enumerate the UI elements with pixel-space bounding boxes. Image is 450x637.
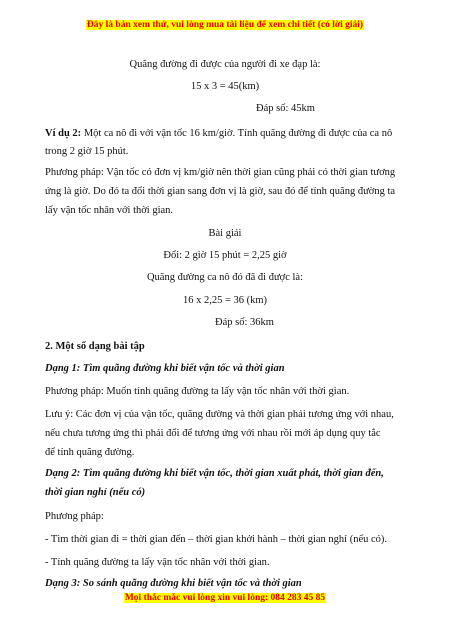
type1-title: Dạng 1: Tìm quãng đường khi biết vận tốc và thời gian bbox=[45, 363, 285, 374]
solution-title: Bài giải bbox=[208, 228, 242, 239]
example2-method-line3: lấy vận tốc nhân với thời gian. bbox=[45, 205, 174, 216]
example2-label: Ví dụ 2: bbox=[45, 128, 82, 139]
example2-problem-text: Một ca nô đi với vận tốc 16 km/giờ. Tính quãng đường đi được của ca nô bbox=[81, 128, 393, 139]
example2-calc: 16 x 2,25 = 36 (km) bbox=[182, 295, 268, 306]
section2-heading: 2. Một số dạng bài tập bbox=[45, 341, 145, 352]
type2-method: Phương pháp: bbox=[45, 511, 104, 522]
type2-step2: - Tính quãng đường ta lấy vận tốc nhân với thời gian. bbox=[45, 557, 270, 568]
example2-answer: Đáp số: 36km bbox=[215, 317, 274, 328]
type2-step1: - Tìm thời gian đi = thời gian đến – thời gian khởi hành – thời gian nghỉ (nếu có). bbox=[45, 534, 388, 545]
example2-convert: Đổi: 2 giờ 15 phút = 2,25 giờ bbox=[163, 250, 287, 261]
example2-problem-line1 bbox=[45, 127, 392, 141]
example1-calc: 15 x 3 = 45(km) bbox=[190, 81, 260, 92]
type3-title: Dạng 3: So sánh quãng đường khi biết vận tốc và thời gian bbox=[45, 578, 302, 589]
contact-banner-text: Mọi thắc mắc vui lòng xin vui lòng: 084 283 45 85 bbox=[124, 593, 326, 603]
example1-answer: Đáp số: 45km bbox=[256, 103, 315, 114]
example2-method-line2: ứng là giờ. Do đó ta đổi thời gian sang đơn vị là giờ, sau đó để tính quãng đường ta bbox=[45, 186, 396, 197]
type1-method: Phương pháp: Muốn tính quãng đường ta lấy vận tốc nhân với thời gian. bbox=[45, 386, 350, 397]
note-line1: Lưu ý: Các đơn vị của vận tốc, quãng đường và thời gian phải tương ứng với nhau, bbox=[45, 409, 394, 420]
type2-title-line1: Dạng 2: Tìm quãng đường khi biết vận tốc, thời gian xuất phát, thời gian đến, bbox=[45, 468, 384, 479]
note-line2: nếu chưa tương ứng thì phải đổi để tương ứng với nhau rồi mới áp dụng quy tắc bbox=[45, 428, 381, 439]
preview-banner-text: Đây là bản xem thử, vui lòng mua tài liệu để xem chi tiết (có lời giải) bbox=[86, 20, 364, 30]
contact-banner bbox=[0, 587, 450, 605]
example2-problem-line2: trong 2 giờ 15 phút. bbox=[45, 146, 129, 157]
example2-method-line1: Phương pháp: Vận tốc có đơn vị km/giờ nên thời gian cũng phải có thời gian tương bbox=[45, 167, 396, 178]
note-line3: để tính quãng đường. bbox=[45, 447, 135, 458]
preview-banner bbox=[0, 14, 450, 32]
example1-line: Quãng đường đi được của người đi xe đạp là: bbox=[129, 59, 321, 70]
type2-title-line2: thời gian nghỉ (nếu có) bbox=[45, 487, 146, 498]
example2-distance-text: Quãng đường ca nô đó đã đi được là: bbox=[146, 272, 304, 283]
